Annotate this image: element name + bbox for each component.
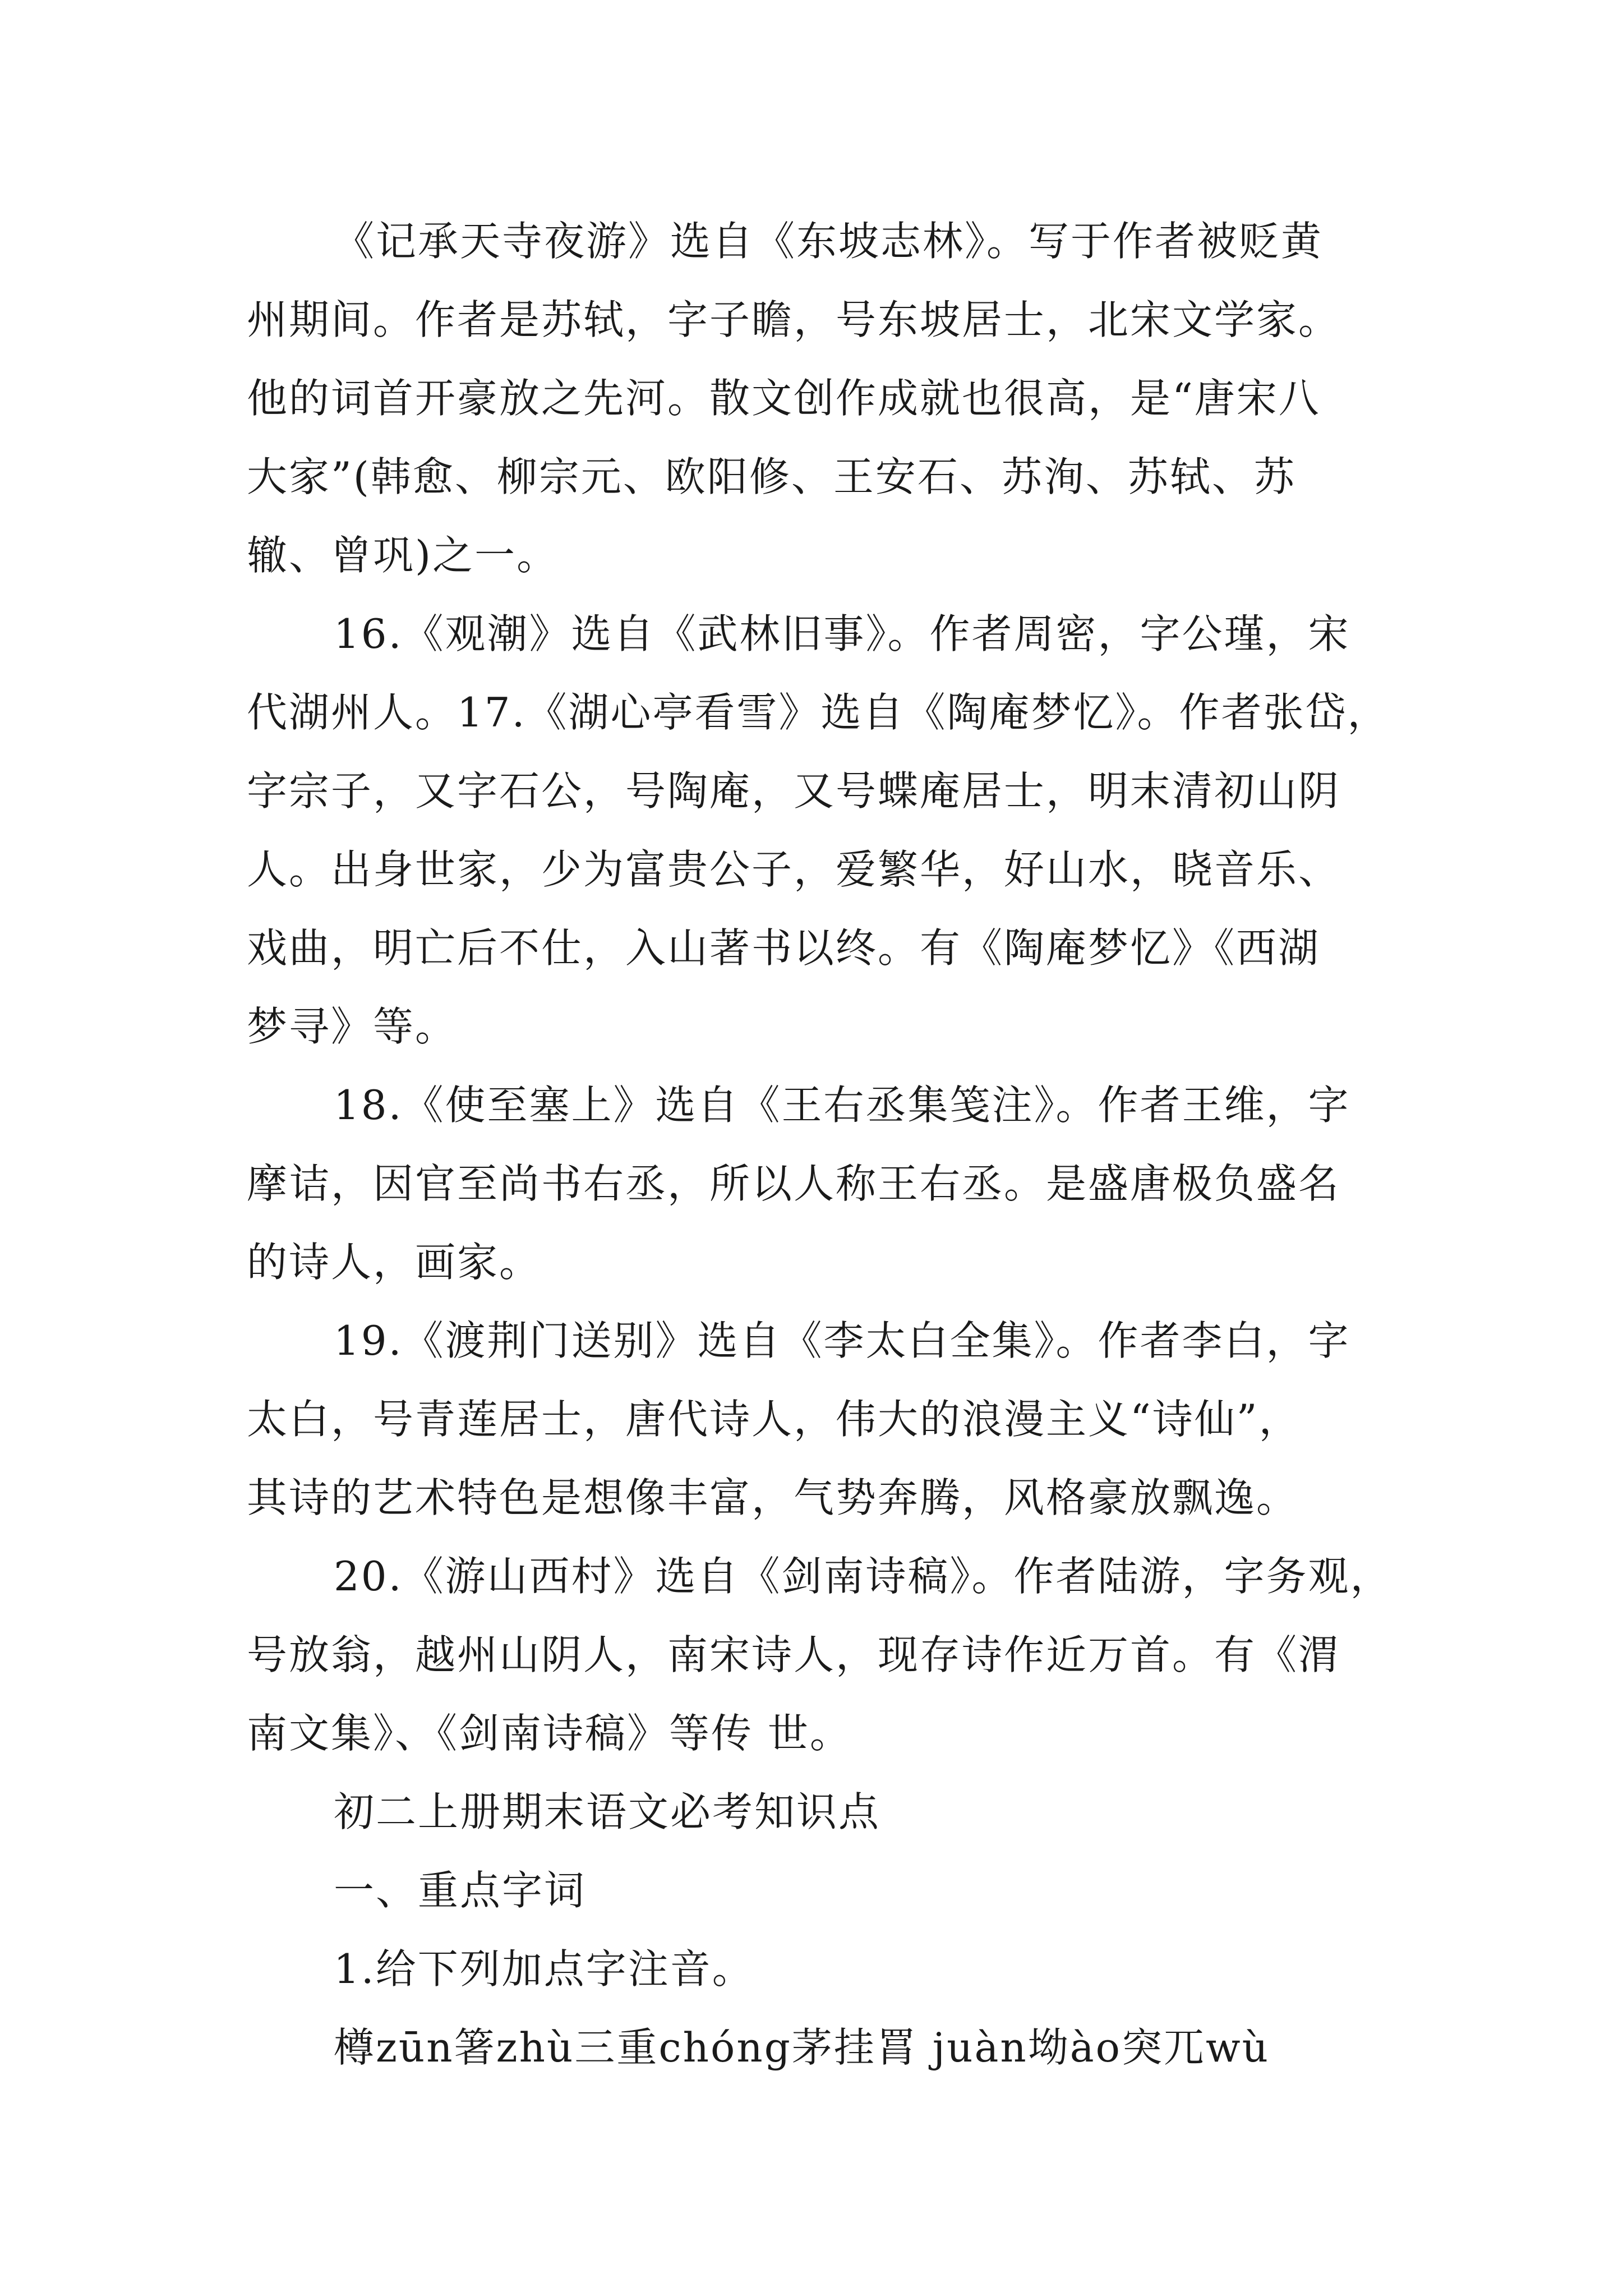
paragraph-line: 太白，号青莲居士，唐代诗人，伟大的浪漫主义“诗仙”， <box>247 1396 1301 1443</box>
paragraph-line: 州期间。作者是苏轼，字子瞻，号东坡居士，北宋文学家。 <box>247 296 1341 343</box>
paragraph-line: 代湖州人。17.《湖心亭看雪》选自《陶庵梦忆》。作者张岱， <box>247 689 1390 736</box>
paragraph-line: 戏曲，明亡后不仕，入山著书以终。有《陶庵梦忆》《西湖 <box>247 924 1321 972</box>
paragraph-line: 人。出身世家，少为富贵公子，爱繁华，好山水，晓音乐、 <box>247 846 1341 893</box>
paragraph-line: 字宗子，又字石公，号陶庵，又号蝶庵居士，明末清初山阴 <box>247 767 1341 815</box>
paragraph-line: 大家”(韩愈、柳宗元、欧阳修、王安石、苏洵、苏轼、苏 <box>247 453 1296 500</box>
section-title: 初二上册期末语文必考知识点 <box>334 1788 881 1835</box>
paragraph-line: 18.《使至塞上》选自《王右丞集笺注》。作者王维，字 <box>334 1082 1350 1129</box>
section-heading: 一、重点字词 <box>334 1867 587 1914</box>
paragraph-line: 号放翁，越州山阴人，南宋诗人，现存诗作近万首。有《渭 <box>247 1631 1341 1678</box>
paragraph-line: 19.《渡荆门送别》选自《李太白全集》。作者李白，字 <box>334 1317 1350 1364</box>
paragraph-line: 南文集》、《剑南诗稿》等传 世。 <box>247 1710 852 1757</box>
paragraph-line: 摩诘，因官至尚书右丞，所以人称王右丞。是盛唐极负盛名 <box>247 1160 1341 1207</box>
paragraph-line: 的诗人，画家。 <box>247 1239 542 1286</box>
paragraph-line: 其诗的艺术特色是想像丰富，气势奔腾，风格豪放飘逸。 <box>247 1474 1299 1521</box>
paragraph-line: 20.《游山西村》选自《剑南诗稿》。作者陆游，字务观， <box>334 1553 1393 1600</box>
paragraph-line: 梦寻》等。 <box>247 1003 458 1050</box>
paragraph-line: 16.《观潮》选自《武林旧事》。作者周密，字公瑾，宋 <box>334 610 1350 657</box>
paragraph-line: 辙、曾巩)之一。 <box>247 532 559 579</box>
question-line: 1.给下列加点字注音。 <box>334 1945 754 1993</box>
pinyin-line: 樽zūn箸zhù三重chóng茅挂罥 juàn坳ào突兀wù <box>334 2024 1270 2071</box>
paragraph-line: 他的词首开豪放之先河。散文创作成就也很高，是“唐宋八 <box>247 375 1321 422</box>
paragraph-line: 《记承天寺夜游》选自《东坡志林》。写于作者被贬黄 <box>334 218 1324 265</box>
